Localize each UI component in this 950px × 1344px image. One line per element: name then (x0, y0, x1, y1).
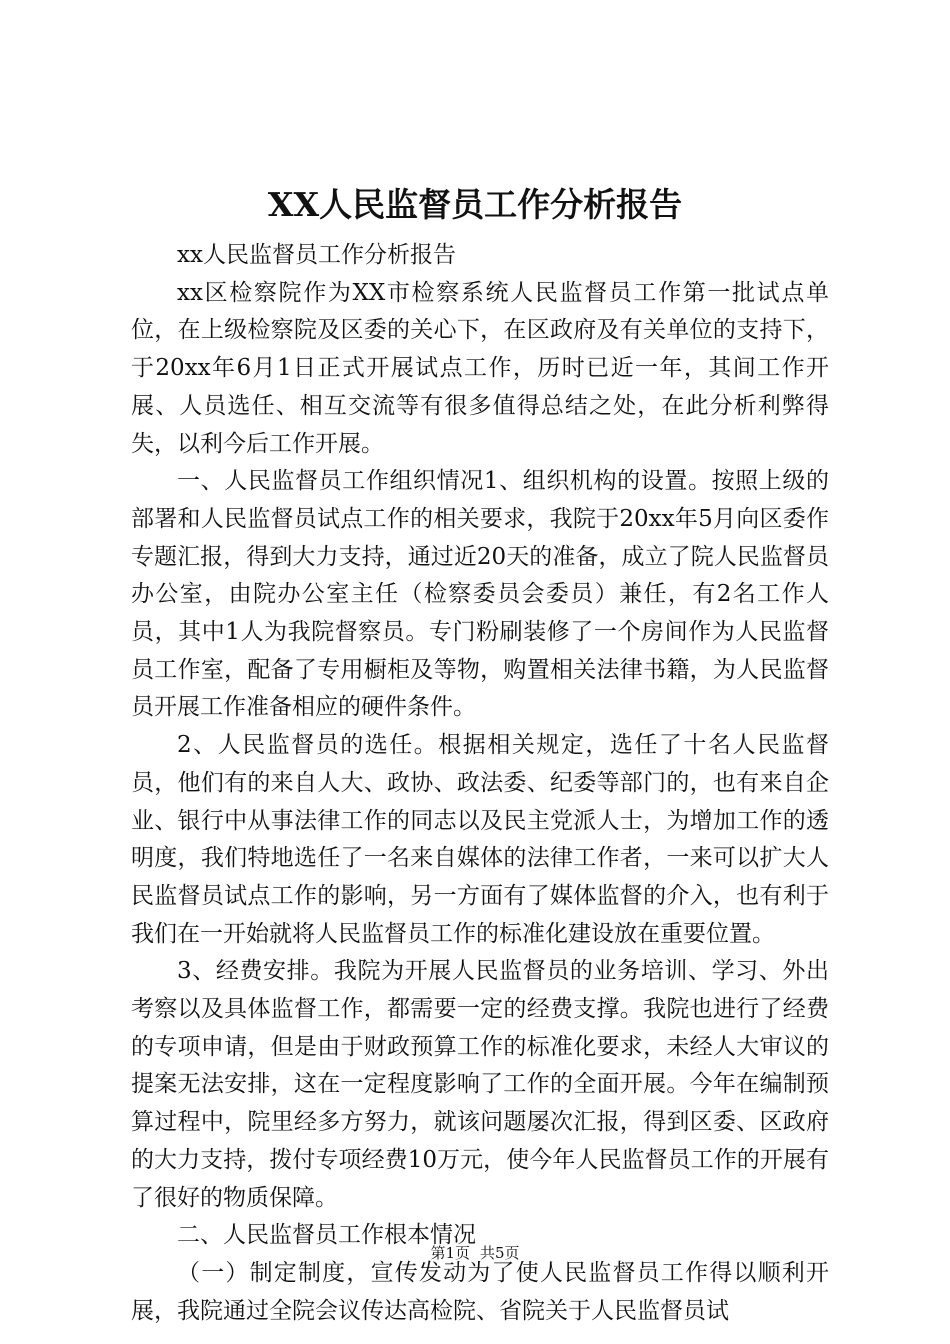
document-title: XX人民监督员工作分析报告 (267, 185, 683, 224)
paragraph-selection: 2、人民监督员的选任。根据相关规定，选任了十名人民监督员，他们有的来自人大、政协、政法委、纪委等部门的，也有来自企业、银行中从事法律工作的同志以及民主党派人士，为增加工作的透明度，我们特地选任了一名来自媒体的法律工作者，一来可以扩大人民监督员试点工作的影响，另一方面有了媒体监督的介入，也有利于我们在一开始就将人民监督员工作的标准化建设放在重要位置。 (131, 732, 829, 947)
paragraph-section-1: 一、人民监督员工作组织情况1、组织机构的设置。按照上级的部署和人民监督员试点工作的相关要求，我院于20xx年5月向区委作专题汇报，得到大力支持，通过近20天的准备，成立了院人民监督员办公室，由院办公室主任（检察委员会委员）兼任，有2名工作人员，其中1人为我院督察员。专门粉刷装修了一个房间作为人民监督员工作室，配备了专用橱柜及等物，购置相关法律书籍，为人民监督员开展工作准备相应的硬件条件。 (131, 468, 829, 721)
paragraph-funding: 3、经费安排。我院为开展人民监督员的业务培训、学习、外出考察以及具体监督工作，都需要一定的经费支撑。我院也进行了经费的专项申请，但是由于财政预算工作的标准化要求，未经人大审议的提案无法安排，这在一定程度影响了工作的全面开展。今年在编制预算过程中，院里经多方努力，就该问题屡次汇报，得到区委、区政府的大力支持，拨付专项经费10万元，使今年人民监督员工作的开展有了很好的物质保障。 (131, 958, 829, 1211)
paragraph-section-2-1: （一）制定制度，宣传发动为了使人民监督员工作得以顺利开展，我院通过全院会议传达高检院、省院关于人民监督员试 (131, 1259, 829, 1324)
page-number: 第1页 (430, 1244, 470, 1262)
document-body (131, 237, 829, 1330)
paragraph-intro: xx区检察院作为XX市检察系统人民监督员工作第一批试点单位，在上级检察院及区委的关心下，在区政府及有关单位的支持下，于20xx年6月1日正式开展试点工作，历时已近一年，其间工作开展、人员选任、相互交流等有很多值得总结之处，在此分析利弊得失，以利今后工作开展。 (131, 279, 829, 457)
paragraph-subtitle: xx人民监督员工作分析报告 (177, 242, 456, 268)
page-footer (0, 1243, 950, 1263)
page-total: 共5页 (480, 1244, 520, 1262)
paragraph-section-2-heading: 二、人民监督员工作根本情况 (177, 1222, 476, 1249)
